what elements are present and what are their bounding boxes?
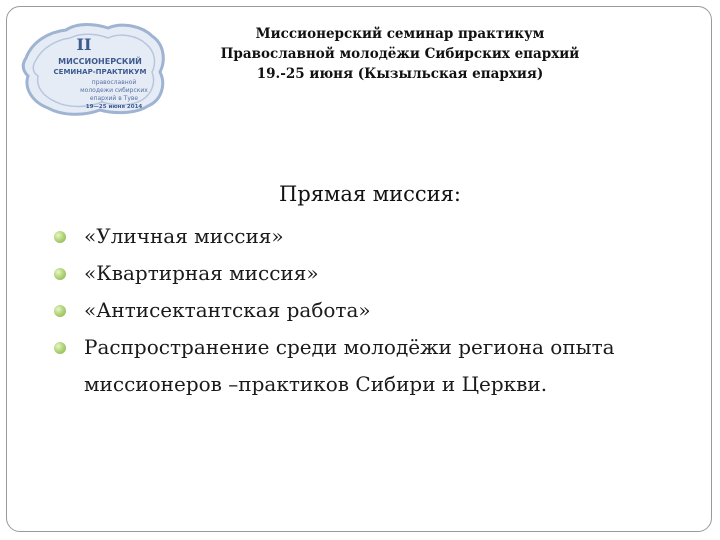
logo-number: II (76, 35, 92, 54)
seminar-logo-image (18, 14, 170, 122)
logo-line-4: молодежи сибирских (80, 87, 148, 94)
list-item (54, 218, 694, 255)
bullet-list (54, 218, 694, 403)
list-item-text: «Антисектантская работа» (84, 298, 371, 322)
header-line-1: Миссионерский семинар практикум (255, 26, 545, 42)
bullet-icon (54, 231, 66, 243)
logo-line-2: СЕМИНАР-ПРАКТИКУМ (53, 68, 147, 76)
bullet-icon (54, 342, 66, 354)
header-line-2: Православной молодёжи Сибирских епархий (220, 46, 580, 62)
slide-title: Прямая миссия: (279, 182, 461, 206)
logo-line-1: МИССИОНЕРСКИЙ (58, 57, 142, 66)
bullet-icon (54, 268, 66, 280)
list-item-text: Распространение среди молодёжи региона опыта миссионеров –практиков Сибири и Церкви. (84, 335, 615, 396)
list-item (54, 255, 694, 292)
list-item (54, 292, 694, 329)
bullet-icon (54, 305, 66, 317)
list-item-text: «Квартирная миссия» (84, 261, 319, 285)
header-line-3: 19.-25 июня (Кызыльская епархия) (256, 66, 544, 82)
list-item (54, 329, 694, 403)
seminar-logo (18, 14, 170, 122)
list-item-text: «Уличная миссия» (84, 224, 284, 248)
logo-line-6: 19—25 июня 2014 (85, 104, 143, 110)
logo-line-5: епархий в Туве (89, 95, 139, 102)
seminar-header (180, 24, 620, 84)
logo-line-3: православной (91, 79, 137, 86)
